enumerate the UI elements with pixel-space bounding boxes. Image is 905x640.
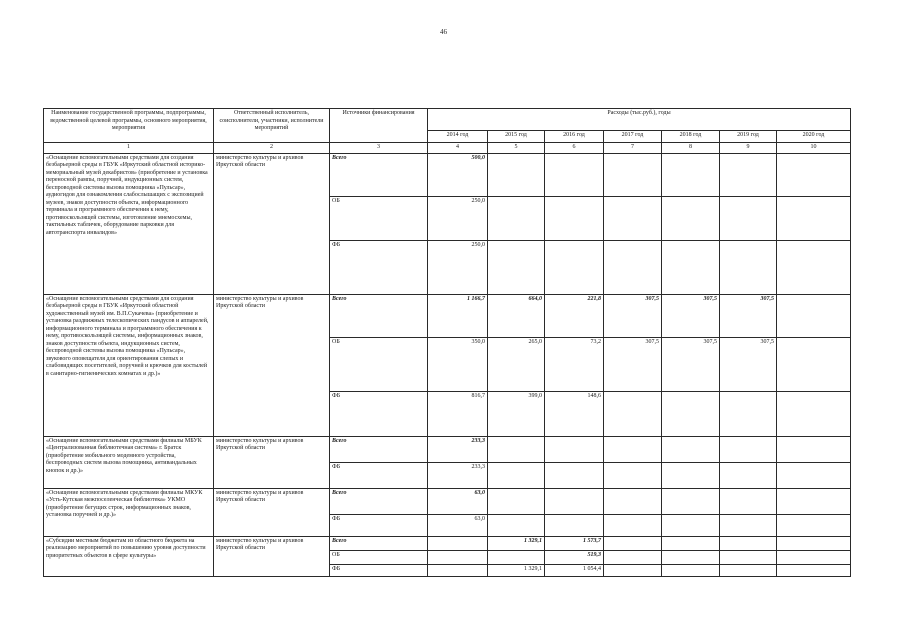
column-number: 6 (545, 143, 604, 154)
year-2014: 2014 год (428, 131, 488, 143)
value-cell (488, 462, 545, 488)
measure-name: «Субсидии местным бюджетам из областного бюджета на реализацию мероприятий по повышению уровня доступности приоритетных объектов в сфере культуры» (44, 536, 214, 576)
year-2015: 2015 год (488, 131, 545, 143)
value-cell: 63,0 (428, 514, 488, 536)
value-cell (662, 436, 720, 462)
value-cell (662, 153, 720, 196)
value-cell: 221,8 (545, 294, 604, 337)
value-cell: 307,5 (662, 294, 720, 337)
responsible-executor: министерство культуры и архивов Иркутской области (214, 436, 330, 488)
value-cell (545, 196, 604, 240)
measure-name: «Оснащение вспомогательными средствами для создания безбарьерной среды в ГБУК «Иркутский областной историко-мемориальный музей декабристов» (приобретение и установка переносной рампы, поручней, индукционных систем, беспроводной системы вызова помощника «Пульсар», аудиогидов для ознакомления слабослышащих с экспозицией музеев, знаков доступности объекта, информационного терминала и программного обеспечения к нему, противоскользящей системы, изготовление мнемосхемы, тактильных табличек, оборудование парковки для автотранспорта инвалидов» (44, 153, 214, 294)
table-row (44, 294, 851, 337)
value-cell: 233,3 (428, 436, 488, 462)
value-cell: 350,0 (428, 337, 488, 391)
value-cell (545, 462, 604, 488)
value-cell: 63,0 (428, 488, 488, 514)
value-cell (604, 153, 662, 196)
value-cell (720, 240, 777, 294)
value-cell (488, 153, 545, 196)
source-label: Всего (330, 536, 428, 550)
source-label: Всего (330, 294, 428, 337)
value-cell (428, 564, 488, 576)
year-2019: 2019 год (720, 131, 777, 143)
value-cell: 307,5 (720, 294, 777, 337)
value-cell (777, 391, 851, 436)
value-cell (662, 196, 720, 240)
value-cell: 265,0 (488, 337, 545, 391)
year-2016: 2016 год (545, 131, 604, 143)
value-cell (604, 536, 662, 550)
value-cell (777, 337, 851, 391)
value-cell (545, 436, 604, 462)
value-cell (545, 488, 604, 514)
table-row (44, 436, 851, 462)
value-cell (720, 564, 777, 576)
value-cell (720, 462, 777, 488)
value-cell (662, 488, 720, 514)
value-cell (604, 462, 662, 488)
value-cell: 1 573,7 (545, 536, 604, 550)
header-sources: Источники финансирования (330, 109, 428, 143)
page-number: 46 (440, 28, 447, 36)
value-cell: 1 329,1 (488, 564, 545, 576)
column-number: 4 (428, 143, 488, 154)
value-cell (545, 240, 604, 294)
value-cell (720, 550, 777, 564)
program-table (43, 108, 851, 577)
value-cell (662, 240, 720, 294)
table-row (44, 536, 851, 550)
source-label: Всего (330, 436, 428, 462)
header-name: Наименование государственной программы, подпрограммы, ведомственной целевой программы, основного мероприятия, мероприятия (44, 109, 214, 143)
value-cell: 500,0 (428, 153, 488, 196)
value-cell (604, 391, 662, 436)
value-cell: 250,0 (428, 196, 488, 240)
column-number: 5 (488, 143, 545, 154)
source-label: ФБ (330, 462, 428, 488)
value-cell (777, 462, 851, 488)
value-cell (488, 514, 545, 536)
value-cell (777, 536, 851, 550)
source-label: Всего (330, 153, 428, 196)
value-cell (604, 514, 662, 536)
value-cell (777, 294, 851, 337)
value-cell (488, 550, 545, 564)
value-cell: 519,3 (545, 550, 604, 564)
value-cell (662, 514, 720, 536)
value-cell: 1 329,1 (488, 536, 545, 550)
value-cell (777, 240, 851, 294)
table-row (44, 488, 851, 514)
value-cell (604, 488, 662, 514)
column-number: 10 (777, 143, 851, 154)
value-cell (720, 391, 777, 436)
value-cell: 73,2 (545, 337, 604, 391)
value-cell: 250,0 (428, 240, 488, 294)
value-cell: 816,7 (428, 391, 488, 436)
year-2020: 2020 год (777, 131, 851, 143)
value-cell (662, 391, 720, 436)
value-cell: 233,3 (428, 462, 488, 488)
responsible-executor: министерство культуры и архивов Иркутской области (214, 488, 330, 536)
value-cell: 307,5 (720, 337, 777, 391)
source-label: ФБ (330, 391, 428, 436)
value-cell (777, 153, 851, 196)
source-label: ФБ (330, 514, 428, 536)
value-cell (545, 153, 604, 196)
value-cell (720, 153, 777, 196)
value-cell: 148,6 (545, 391, 604, 436)
responsible-executor: министерство культуры и архивов Иркутской области (214, 536, 330, 576)
value-cell: 1 166,7 (428, 294, 488, 337)
value-cell (604, 436, 662, 462)
value-cell (777, 514, 851, 536)
value-cell (488, 488, 545, 514)
measure-name: «Оснащение вспомогательными средствами филиалы МКУК «Усть-Кутская межпоселенческая библиотека» УКМО (приобретение бегущих строк, информационных знаков, установка поручней и др.)» (44, 488, 214, 536)
value-cell (428, 550, 488, 564)
value-cell (488, 196, 545, 240)
year-2018: 2018 год (662, 131, 720, 143)
value-cell (488, 436, 545, 462)
value-cell (777, 196, 851, 240)
source-label: Всего (330, 488, 428, 514)
value-cell (604, 550, 662, 564)
value-cell (428, 536, 488, 550)
column-number: 1 (44, 143, 214, 154)
source-label: ОБ (330, 550, 428, 564)
value-cell (488, 240, 545, 294)
value-cell (662, 564, 720, 576)
value-cell (604, 564, 662, 576)
value-cell (604, 240, 662, 294)
value-cell (720, 436, 777, 462)
source-label: ОБ (330, 337, 428, 391)
value-cell (545, 514, 604, 536)
column-number: 3 (330, 143, 428, 154)
value-cell (777, 550, 851, 564)
value-cell: 307,5 (662, 337, 720, 391)
value-cell (662, 462, 720, 488)
value-cell: 307,5 (604, 294, 662, 337)
value-cell (662, 550, 720, 564)
measure-name: «Оснащение вспомогательными средствами филиалы МБУК «Централизованная библиотечная система» г. Братск (приобретение мобильного модемного устройства, беспроводных систем вызова помощника, антивандальных кнопок и др.)» (44, 436, 214, 488)
column-numbers-row (44, 143, 851, 154)
value-cell (777, 564, 851, 576)
value-cell: 664,0 (488, 294, 545, 337)
table-row (44, 153, 851, 196)
responsible-executor: министерство культуры и архивов Иркутской области (214, 294, 330, 436)
value-cell (720, 196, 777, 240)
value-cell (777, 488, 851, 514)
header-expenses: Расходы (тыс.руб.), годы (428, 109, 851, 131)
column-number: 7 (604, 143, 662, 154)
value-cell (777, 436, 851, 462)
header-responsible: Ответственный исполнитель, соисполнители, участники, исполнители мероприятий (214, 109, 330, 143)
value-cell: 1 054,4 (545, 564, 604, 576)
value-cell (604, 196, 662, 240)
column-number: 9 (720, 143, 777, 154)
value-cell (720, 488, 777, 514)
value-cell (662, 536, 720, 550)
value-cell: 307,5 (604, 337, 662, 391)
measure-name: «Оснащение вспомогательными средствами для создания безбарьерной среды в ГБУК «Иркутский областной художественный музей им. В.П.Сукачева» (приобретение и установка раздвижных телескопических пандусов и аппарелей, информационного терминала и программного обеспечения к нему, противоскользящей системы, информационных знаков, знаков доступности объекта, индукционных систем, беспроводной системы вызова помощника «Пульсар», звукового оповещателя для ориентирования слепых и слабовидящих посетителей, поручней и крючков для костылей в санитарно-гигиенических комнатах и др.)» (44, 294, 214, 436)
year-2017: 2017 год (604, 131, 662, 143)
value-cell (720, 536, 777, 550)
value-cell: 399,0 (488, 391, 545, 436)
column-number: 8 (662, 143, 720, 154)
source-label: ФБ (330, 240, 428, 294)
responsible-executor: министерство культуры и архивов Иркутской области (214, 153, 330, 294)
source-label: ФБ (330, 564, 428, 576)
column-number: 2 (214, 143, 330, 154)
value-cell (720, 514, 777, 536)
source-label: ОБ (330, 196, 428, 240)
